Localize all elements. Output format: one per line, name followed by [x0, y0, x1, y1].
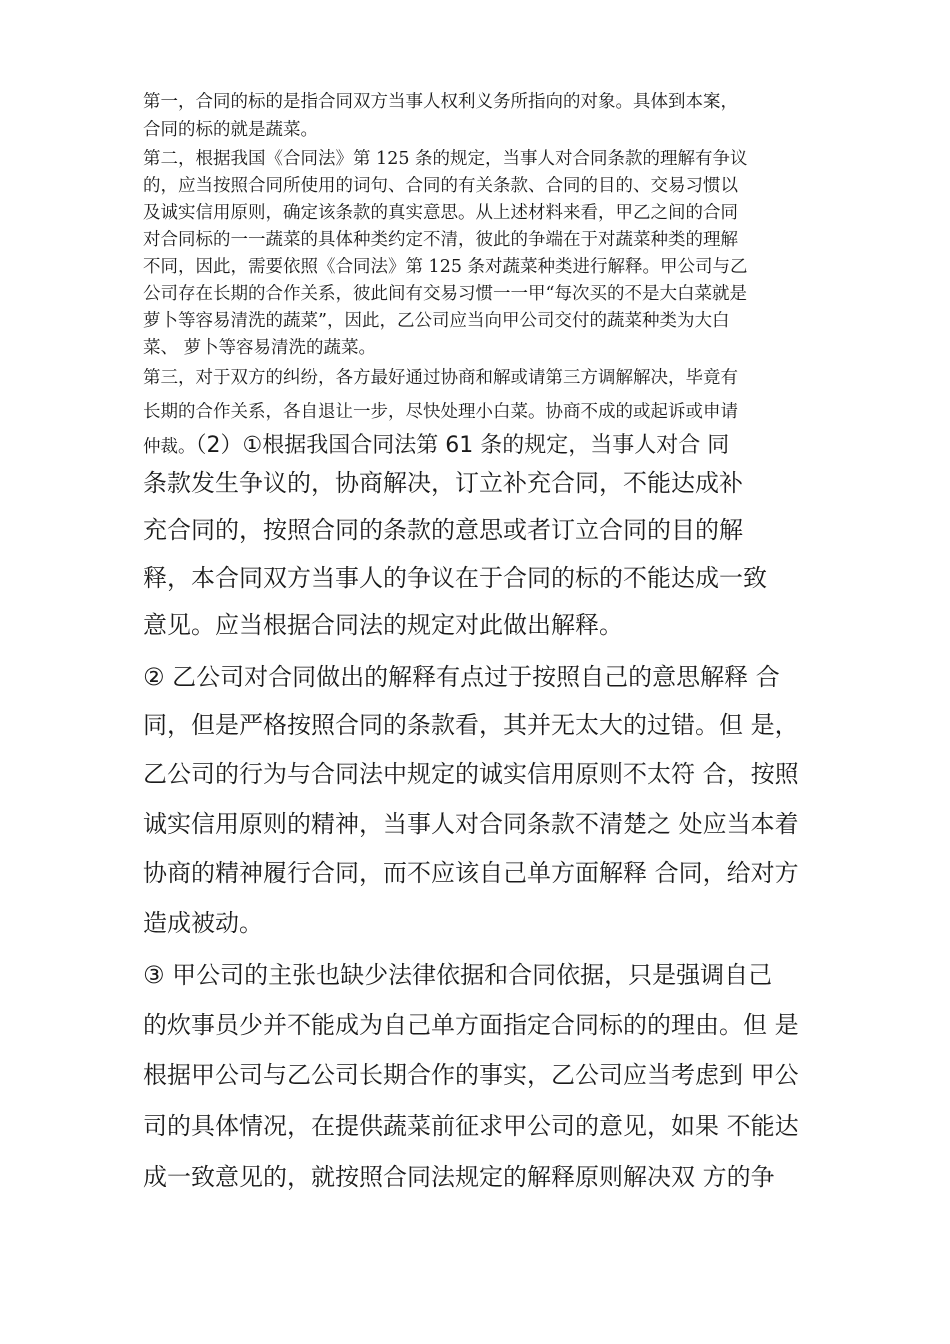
text-line: 释，本合同双方当事人的争议在于合同的标的不能达成一致 [143, 564, 767, 592]
text-line: 合同的标的就是蔬菜。 [143, 120, 318, 140]
text-line: 的，应当按照合同所使用的词句、合同的有关条款、合同的目的、交易习惯以 [143, 176, 738, 196]
text-line: 公司存在长期的合作关系，彼此间有交易习惯一一甲“每次买的不是大白菜就是 [143, 284, 747, 304]
text-line [143, 428, 729, 459]
text-line: 长期的合作关系，各自退让一步，尽快处理小白菜。协商不成的或起诉或申请 [143, 402, 738, 422]
text-line: 菜、 萝卜等容易清洗的蔬菜。 [143, 338, 377, 358]
text-line: 协商的精神履行合同，而不应该自己单方面解释 合同，给对方 [143, 859, 799, 887]
text-line: 根据甲公司与乙公司长期合作的事实，乙公司应当考虑到 甲公 [143, 1061, 799, 1089]
text-span: 仲裁。 [143, 437, 196, 457]
text-line: 诚实信用原则的精神，当事人对合同条款不清楚之 处应当本着 [143, 810, 799, 838]
text-line: 充合同的，按照合同的条款的意思或者订立合同的目的解 [143, 516, 743, 544]
text-line: 乙公司的行为与合同法中规定的诚实信用原则不太符 合，按照 [143, 760, 799, 788]
text-line: 第一，合同的标的是指合同双方当事人权利义务所指向的对象。具体到本案， [143, 92, 738, 112]
text-line: 对合同标的一一蔬菜的具体种类约定不清，彼此的争端在于对蔬菜种类的理解 [143, 230, 738, 250]
text-line: ② 乙公司对合同做出的解释有点过于按照自己的意思解释 合 [143, 663, 780, 691]
text-line: 司的具体情况，在提供蔬菜前征求甲公司的意见，如果 不能达 [143, 1112, 799, 1140]
text-line: 意见。应当根据合同法的规定对此做出解释。 [143, 611, 623, 639]
text-line: 第二，根据我国《合同法》第 125 条的规定，当事人对合同条款的理解有争议 [143, 149, 748, 169]
text-line: 第三，对于双方的纠纷，各方最好通过协商和解或请第三方调解解决，毕竟有 [143, 368, 738, 388]
text-line: 及诚实信用原则，确定该条款的真实意思。从上述材料来看，甲乙之间的合同 [143, 203, 738, 223]
text-span: （2）①根据我国合同法第 61 条的规定，当事人对合 同 [195, 433, 730, 458]
text-line: 条款发生争议的，协商解决，订立补充合同，不能达成补 [143, 469, 743, 497]
text-line: 萝卜等容易清洗的蔬菜”，因此，乙公司应当向甲公司交付的蔬菜种类为大白 [143, 311, 730, 331]
text-line: 的炊事员少并不能成为自己单方面指定合同标的的理由。但 是 [143, 1011, 799, 1039]
text-line: 造成被动。 [143, 909, 263, 937]
text-line: 不同，因此，需要依照《合同法》第 125 条对蔬菜种类进行解释。甲公司与乙 [143, 257, 748, 277]
text-line: 同，但是严格按照合同的条款看，其并无太大的过错。但 是， [143, 711, 799, 739]
text-line: 成一致意见的，就按照合同法规定的解释原则解决双 方的争 [143, 1163, 775, 1191]
text-line: ③ 甲公司的主张也缺少法律依据和合同依据，只是强调自己 [143, 961, 773, 989]
